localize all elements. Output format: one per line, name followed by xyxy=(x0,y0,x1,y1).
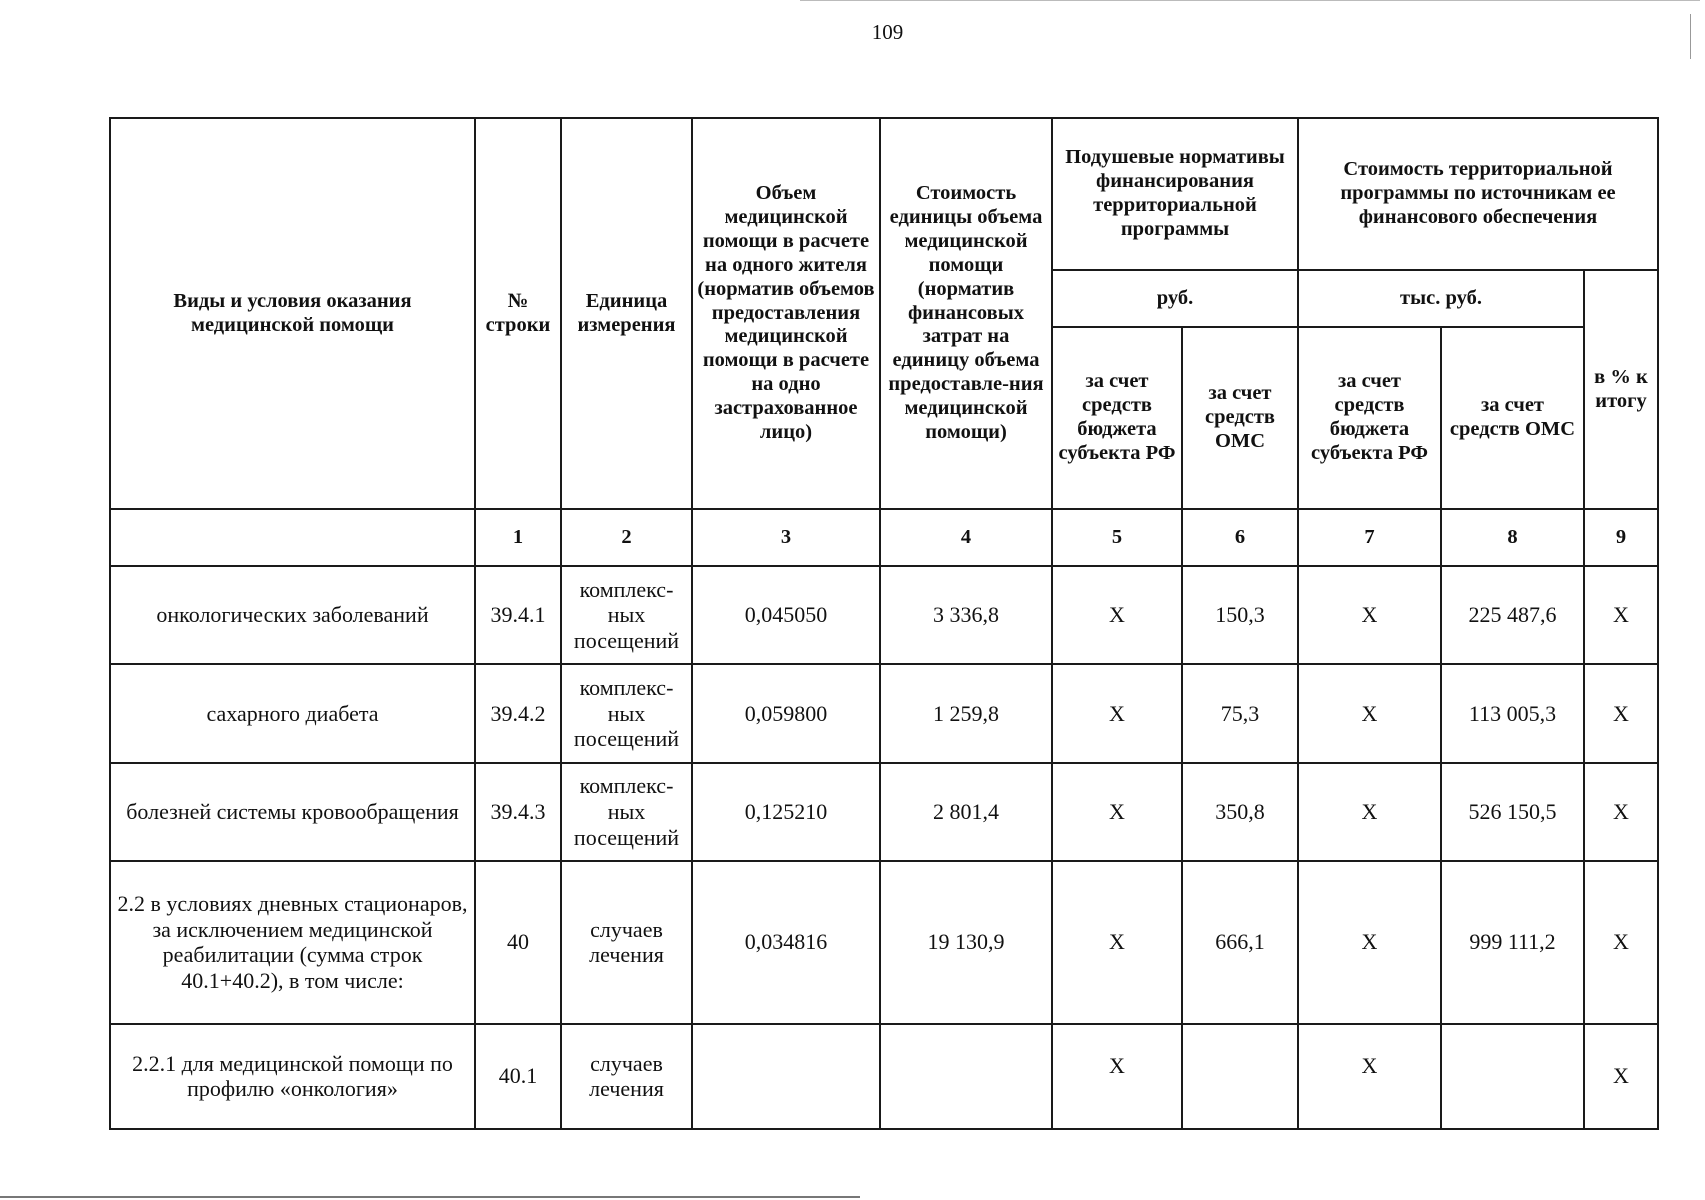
scan-edge-bottom xyxy=(0,1196,860,1198)
cell-unit-cost: 1 259,8 xyxy=(880,664,1052,762)
header-program-cost-group: Стоимость территориальной программы по источникам ее финансового обеспечения xyxy=(1298,118,1658,270)
cell-volume: 0,045050 xyxy=(692,566,880,664)
cell-unit-cost: 2 801,4 xyxy=(880,763,1052,861)
cell-percent: X xyxy=(1584,763,1658,861)
cell-oms-rub: 666,1 xyxy=(1182,861,1298,1024)
column-number: 1 xyxy=(475,509,561,566)
cell-unit-cost: 19 130,9 xyxy=(880,861,1052,1024)
header-per-capita-group: Подушевые нормативы финансирования территориальной программы xyxy=(1052,118,1298,270)
cell-percent: X xyxy=(1584,664,1658,762)
cell-row-number: 39.4.1 xyxy=(475,566,561,664)
cell-budget-rub: X xyxy=(1052,566,1182,664)
table-row xyxy=(110,763,1658,861)
cell-budget-thousand: X xyxy=(1298,664,1441,762)
cell-oms-thousand: 113 005,3 xyxy=(1441,664,1584,762)
cell-percent: X xyxy=(1584,566,1658,664)
column-number: 9 xyxy=(1584,509,1658,566)
column-number: 6 xyxy=(1182,509,1298,566)
cell-oms-thousand: 526 150,5 xyxy=(1441,763,1584,861)
table-row xyxy=(110,861,1658,1024)
cell-budget-thousand: X xyxy=(1298,861,1441,1024)
column-number: 8 xyxy=(1441,509,1584,566)
cell-unit: комплекс-ных посещений xyxy=(561,566,692,664)
header-budget-rub: за счет средств бюджета субъекта РФ xyxy=(1052,327,1182,509)
cell-budget-rub: X xyxy=(1052,861,1182,1024)
cell-budget-thousand: X xyxy=(1298,566,1441,664)
cell-oms-rub: 350,8 xyxy=(1182,763,1298,861)
cell-care-type: сахарного диабета xyxy=(110,664,475,762)
cell-oms-thousand: 225 487,6 xyxy=(1441,566,1584,664)
cell-budget-thousand: X xyxy=(1298,763,1441,861)
column-number: 5 xyxy=(1052,509,1182,566)
column-number: 7 xyxy=(1298,509,1441,566)
cell-oms-rub: 150,3 xyxy=(1182,566,1298,664)
cell-row-number: 40.1 xyxy=(475,1024,561,1129)
header-unit-rub: руб. xyxy=(1052,270,1298,327)
cell-row-number: 40 xyxy=(475,861,561,1024)
financing-table xyxy=(109,117,1659,1130)
header-row-number: № строки xyxy=(475,118,561,509)
header-oms-thousand: за счет средств ОМС xyxy=(1441,327,1584,509)
column-number xyxy=(110,509,475,566)
page-number: 109 xyxy=(871,20,904,44)
cell-care-type: болезней системы кровообращения xyxy=(110,763,475,861)
cell-budget-thousand: X xyxy=(1298,1024,1441,1129)
column-number: 3 xyxy=(692,509,880,566)
cell-percent: X xyxy=(1584,1024,1658,1129)
cell-unit: комплекс-ных посещений xyxy=(561,664,692,762)
cell-budget-rub: X xyxy=(1052,1024,1182,1129)
column-number: 4 xyxy=(880,509,1052,566)
header-volume: Объем медицинской помощи в расчете на одного жителя (норматив объемов предоставления медицинской помощи в расчете на одно застрахованное лицо) xyxy=(692,118,880,509)
header-unit-cost: Стоимость единицы объема медицинской помощи (норматив финансовых затрат на единицу объема предоставле-ния медицинской помощи) xyxy=(880,118,1052,509)
cell-budget-rub: X xyxy=(1052,763,1182,861)
table-row xyxy=(110,1024,1658,1129)
cell-care-type: 2.2 в условиях дневных стационаров, за исключением медицинской реабилитации (сумма строк 40.1+40.2), в том числе: xyxy=(110,861,475,1024)
cell-unit: комплекс-ных посещений xyxy=(561,763,692,861)
cell-volume: 0,125210 xyxy=(692,763,880,861)
cell-unit-cost xyxy=(880,1024,1052,1129)
header-percent-of-total: в % к итогу xyxy=(1584,270,1658,509)
column-number: 2 xyxy=(561,509,692,566)
cell-oms-rub: 75,3 xyxy=(1182,664,1298,762)
cell-oms-rub xyxy=(1182,1024,1298,1129)
table-row xyxy=(110,566,1658,664)
header-oms-rub: за счет средств ОМС xyxy=(1182,327,1298,509)
cell-volume: 0,059800 xyxy=(692,664,880,762)
table-row xyxy=(110,664,1658,762)
cell-unit: случаев лечения xyxy=(561,861,692,1024)
header-unit-thousand-rub: тыс. руб. xyxy=(1298,270,1584,327)
cell-row-number: 39.4.2 xyxy=(475,664,561,762)
cell-unit-cost: 3 336,8 xyxy=(880,566,1052,664)
header-unit: Единица измерения xyxy=(561,118,692,509)
cell-volume xyxy=(692,1024,880,1129)
cell-row-number: 39.4.3 xyxy=(475,763,561,861)
cell-care-type: 2.2.1 для медицинской помощи по профилю «онкология» xyxy=(110,1024,475,1129)
header-type-of-care: Виды и условия оказания медицинской помощи xyxy=(110,118,475,509)
cell-oms-thousand: 999 111,2 xyxy=(1441,861,1584,1024)
cell-care-type: онкологических заболеваний xyxy=(110,566,475,664)
cell-percent: X xyxy=(1584,861,1658,1024)
cell-volume: 0,034816 xyxy=(692,861,880,1024)
scan-edge-top xyxy=(800,0,1700,1)
cell-unit: случаев лечения xyxy=(561,1024,692,1129)
header-budget-thousand: за счет средств бюджета субъекта РФ xyxy=(1298,327,1441,509)
cell-budget-rub: X xyxy=(1052,664,1182,762)
cell-oms-thousand xyxy=(1441,1024,1584,1129)
